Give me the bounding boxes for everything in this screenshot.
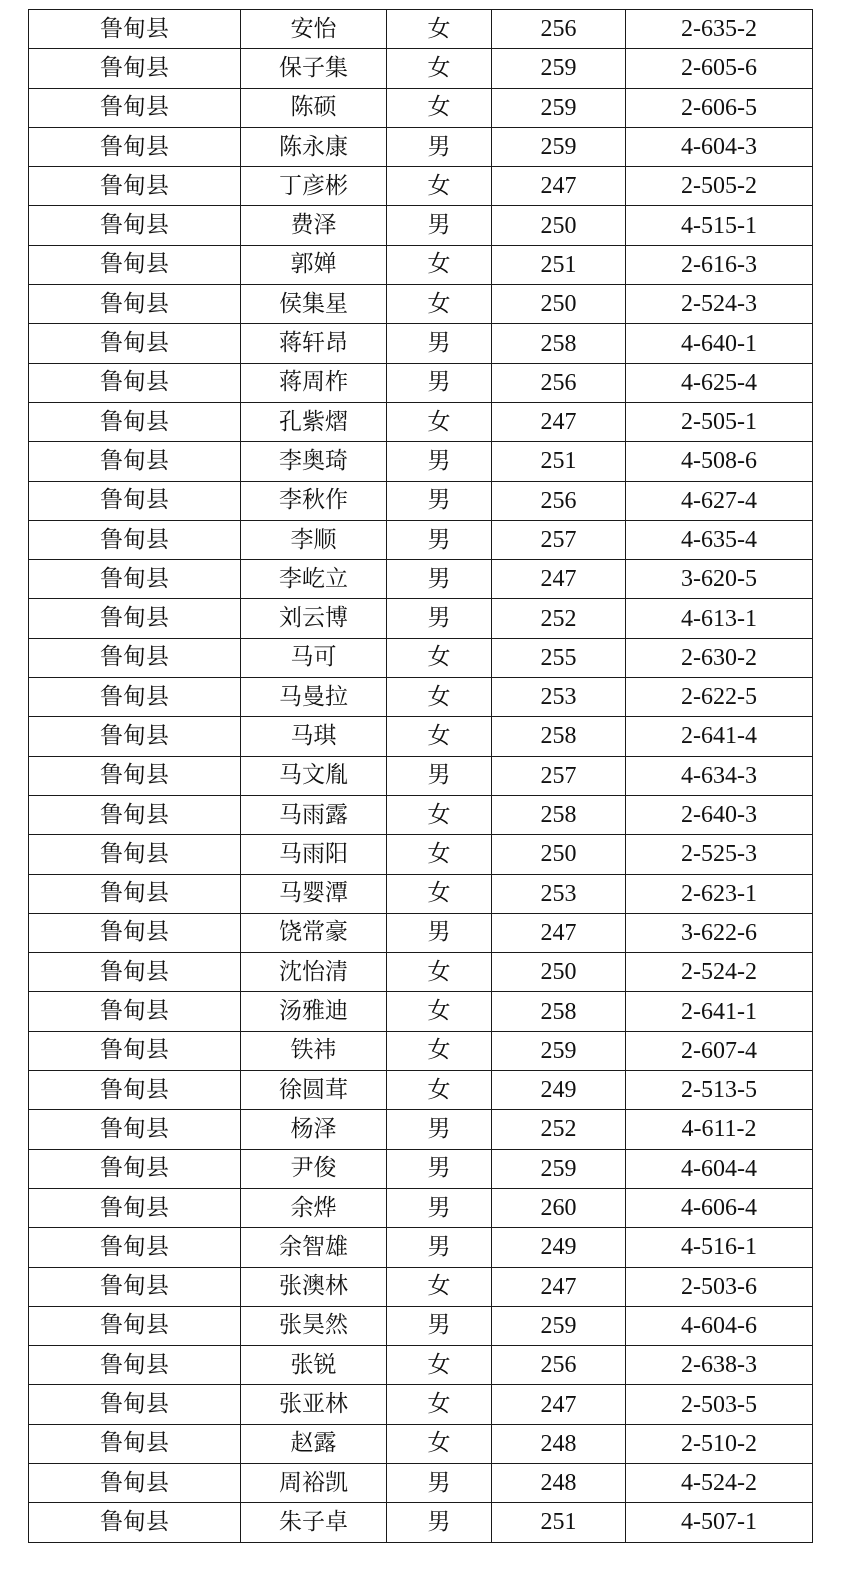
gender-cell: 男 [387,127,492,166]
county-cell: 鲁甸县 [29,1228,241,1267]
county-cell: 鲁甸县 [29,1071,241,1110]
code-cell: 2-503-6 [626,1267,813,1306]
code-cell: 4-611-2 [626,1110,813,1149]
code-cell: 2-524-3 [626,285,813,324]
score-cell: 250 [492,835,626,874]
table-row [29,992,813,1031]
county-cell: 鲁甸县 [29,560,241,599]
name-cell: 刘云博 [241,599,387,638]
score-cell: 256 [492,10,626,49]
name-cell: 李屹立 [241,560,387,599]
gender-cell: 女 [387,835,492,874]
name-cell: 徐圆茸 [241,1071,387,1110]
county-cell: 鲁甸县 [29,1463,241,1502]
table-row [29,874,813,913]
score-cell: 258 [492,795,626,834]
name-cell: 李奥琦 [241,442,387,481]
county-cell: 鲁甸县 [29,481,241,520]
score-cell: 249 [492,1071,626,1110]
code-cell: 2-524-2 [626,953,813,992]
name-cell: 丁彦彬 [241,167,387,206]
code-cell: 2-638-3 [626,1346,813,1385]
score-cell: 253 [492,678,626,717]
score-cell: 251 [492,1503,626,1542]
table-row [29,1463,813,1502]
name-cell: 张昊然 [241,1306,387,1345]
code-cell: 3-620-5 [626,560,813,599]
name-cell: 蒋轩昂 [241,324,387,363]
score-cell: 248 [492,1463,626,1502]
table-row [29,49,813,88]
name-cell: 马可 [241,638,387,677]
score-cell: 250 [492,285,626,324]
table-row [29,599,813,638]
county-cell: 鲁甸县 [29,127,241,166]
county-cell: 鲁甸县 [29,520,241,559]
score-cell: 247 [492,913,626,952]
score-cell: 256 [492,481,626,520]
score-cell: 259 [492,1306,626,1345]
code-cell: 4-613-1 [626,599,813,638]
gender-cell: 男 [387,1188,492,1227]
score-cell: 256 [492,1346,626,1385]
gender-cell: 女 [387,285,492,324]
score-cell: 247 [492,560,626,599]
score-cell: 252 [492,1110,626,1149]
name-cell: 朱子卓 [241,1503,387,1542]
table-row [29,913,813,952]
name-cell: 马文胤 [241,756,387,795]
table-row [29,1110,813,1149]
county-cell: 鲁甸县 [29,1503,241,1542]
table-row [29,1346,813,1385]
gender-cell: 女 [387,1071,492,1110]
name-cell: 郭婵 [241,245,387,284]
name-cell: 费泽 [241,206,387,245]
code-cell: 2-503-5 [626,1385,813,1424]
table-row [29,835,813,874]
county-cell: 鲁甸县 [29,913,241,952]
table-row [29,1071,813,1110]
name-cell: 保子集 [241,49,387,88]
county-cell: 鲁甸县 [29,1149,241,1188]
name-cell: 沈怡清 [241,953,387,992]
gender-cell: 女 [387,1031,492,1070]
code-cell: 2-607-4 [626,1031,813,1070]
county-cell: 鲁甸县 [29,206,241,245]
gender-cell: 女 [387,49,492,88]
gender-cell: 男 [387,363,492,402]
county-cell: 鲁甸县 [29,324,241,363]
table-row [29,1188,813,1227]
table-row [29,402,813,441]
county-cell: 鲁甸县 [29,1188,241,1227]
gender-cell: 男 [387,206,492,245]
gender-cell: 男 [387,1228,492,1267]
code-cell: 4-640-1 [626,324,813,363]
gender-cell: 男 [387,599,492,638]
score-cell: 259 [492,88,626,127]
table-row [29,795,813,834]
code-cell: 2-640-3 [626,795,813,834]
table-row [29,1149,813,1188]
table-row [29,442,813,481]
county-cell: 鲁甸县 [29,363,241,402]
gender-cell: 女 [387,1267,492,1306]
code-cell: 2-505-2 [626,167,813,206]
county-cell: 鲁甸县 [29,1424,241,1463]
table-row [29,1267,813,1306]
code-cell: 2-622-5 [626,678,813,717]
name-cell: 赵露 [241,1424,387,1463]
code-cell: 4-625-4 [626,363,813,402]
code-cell: 4-634-3 [626,756,813,795]
table-row [29,560,813,599]
gender-cell: 女 [387,678,492,717]
score-cell: 250 [492,206,626,245]
county-cell: 鲁甸县 [29,953,241,992]
county-cell: 鲁甸县 [29,717,241,756]
name-cell: 杨泽 [241,1110,387,1149]
table-row [29,756,813,795]
score-cell: 251 [492,245,626,284]
gender-cell: 男 [387,1463,492,1502]
gender-cell: 女 [387,874,492,913]
roster-table [28,9,813,1543]
code-cell: 2-641-1 [626,992,813,1031]
county-cell: 鲁甸县 [29,1385,241,1424]
gender-cell: 男 [387,913,492,952]
score-cell: 252 [492,599,626,638]
name-cell: 马琪 [241,717,387,756]
table-row [29,245,813,284]
code-cell: 2-510-2 [626,1424,813,1463]
table-row [29,1385,813,1424]
code-cell: 2-525-3 [626,835,813,874]
code-cell: 4-524-2 [626,1463,813,1502]
code-cell: 4-508-6 [626,442,813,481]
code-cell: 2-635-2 [626,10,813,49]
table-row [29,520,813,559]
score-cell: 256 [492,363,626,402]
table-row [29,1306,813,1345]
name-cell: 马曼拉 [241,678,387,717]
score-cell: 259 [492,1149,626,1188]
county-cell: 鲁甸县 [29,1346,241,1385]
county-cell: 鲁甸县 [29,285,241,324]
table-row [29,363,813,402]
gender-cell: 男 [387,560,492,599]
name-cell: 马雨阳 [241,835,387,874]
gender-cell: 女 [387,717,492,756]
gender-cell: 女 [387,402,492,441]
code-cell: 2-606-5 [626,88,813,127]
gender-cell: 女 [387,1346,492,1385]
name-cell: 饶常豪 [241,913,387,952]
gender-cell: 女 [387,1424,492,1463]
code-cell: 4-604-4 [626,1149,813,1188]
name-cell: 尹俊 [241,1149,387,1188]
name-cell: 陈永康 [241,127,387,166]
score-cell: 251 [492,442,626,481]
name-cell: 铁祎 [241,1031,387,1070]
name-cell: 张锐 [241,1346,387,1385]
score-cell: 259 [492,1031,626,1070]
name-cell: 陈硕 [241,88,387,127]
table-row [29,324,813,363]
score-cell: 250 [492,953,626,992]
table-row [29,285,813,324]
county-cell: 鲁甸县 [29,1306,241,1345]
gender-cell: 女 [387,638,492,677]
table-row [29,167,813,206]
roster-table-body [29,10,813,1543]
score-cell: 247 [492,1385,626,1424]
county-cell: 鲁甸县 [29,442,241,481]
table-row [29,88,813,127]
table-row [29,678,813,717]
name-cell: 孔紫熠 [241,402,387,441]
score-cell: 249 [492,1228,626,1267]
code-cell: 2-605-6 [626,49,813,88]
code-cell: 4-507-1 [626,1503,813,1542]
code-cell: 2-616-3 [626,245,813,284]
name-cell: 余智雄 [241,1228,387,1267]
table-row [29,10,813,49]
name-cell: 李顺 [241,520,387,559]
name-cell: 汤雅迪 [241,992,387,1031]
score-cell: 257 [492,520,626,559]
county-cell: 鲁甸县 [29,1110,241,1149]
county-cell: 鲁甸县 [29,756,241,795]
score-cell: 258 [492,717,626,756]
code-cell: 4-606-4 [626,1188,813,1227]
county-cell: 鲁甸县 [29,874,241,913]
gender-cell: 女 [387,88,492,127]
county-cell: 鲁甸县 [29,599,241,638]
county-cell: 鲁甸县 [29,795,241,834]
score-cell: 259 [492,127,626,166]
county-cell: 鲁甸县 [29,245,241,284]
name-cell: 安怡 [241,10,387,49]
table-row [29,206,813,245]
county-cell: 鲁甸县 [29,1031,241,1070]
name-cell: 周裕凯 [241,1463,387,1502]
gender-cell: 男 [387,1306,492,1345]
code-cell: 4-604-6 [626,1306,813,1345]
gender-cell: 男 [387,1503,492,1542]
gender-cell: 男 [387,756,492,795]
score-cell: 247 [492,1267,626,1306]
table-row [29,481,813,520]
gender-cell: 男 [387,1149,492,1188]
code-cell: 2-513-5 [626,1071,813,1110]
name-cell: 侯集星 [241,285,387,324]
county-cell: 鲁甸县 [29,992,241,1031]
gender-cell: 女 [387,953,492,992]
table-row [29,1503,813,1542]
gender-cell: 男 [387,481,492,520]
name-cell: 蒋周柞 [241,363,387,402]
gender-cell: 男 [387,1110,492,1149]
gender-cell: 女 [387,245,492,284]
table-row [29,638,813,677]
code-cell: 4-635-4 [626,520,813,559]
code-cell: 4-515-1 [626,206,813,245]
code-cell: 2-630-2 [626,638,813,677]
code-cell: 4-604-3 [626,127,813,166]
score-cell: 260 [492,1188,626,1227]
name-cell: 李秋作 [241,481,387,520]
county-cell: 鲁甸县 [29,835,241,874]
score-cell: 257 [492,756,626,795]
county-cell: 鲁甸县 [29,49,241,88]
table-row [29,1228,813,1267]
score-cell: 248 [492,1424,626,1463]
gender-cell: 女 [387,795,492,834]
name-cell: 张亚林 [241,1385,387,1424]
county-cell: 鲁甸县 [29,678,241,717]
table-row [29,717,813,756]
code-cell: 4-627-4 [626,481,813,520]
gender-cell: 女 [387,10,492,49]
score-cell: 247 [492,402,626,441]
county-cell: 鲁甸县 [29,402,241,441]
table-row [29,1031,813,1070]
county-cell: 鲁甸县 [29,10,241,49]
name-cell: 余烨 [241,1188,387,1227]
gender-cell: 男 [387,520,492,559]
name-cell: 马雨露 [241,795,387,834]
score-cell: 253 [492,874,626,913]
score-cell: 247 [492,167,626,206]
code-cell: 2-505-1 [626,402,813,441]
name-cell: 张澳林 [241,1267,387,1306]
score-cell: 259 [492,49,626,88]
county-cell: 鲁甸县 [29,167,241,206]
score-cell: 255 [492,638,626,677]
gender-cell: 男 [387,442,492,481]
gender-cell: 女 [387,992,492,1031]
code-cell: 2-623-1 [626,874,813,913]
score-cell: 258 [492,324,626,363]
gender-cell: 男 [387,324,492,363]
gender-cell: 女 [387,1385,492,1424]
score-cell: 258 [492,992,626,1031]
county-cell: 鲁甸县 [29,638,241,677]
county-cell: 鲁甸县 [29,88,241,127]
roster-sheet [28,9,812,1543]
county-cell: 鲁甸县 [29,1267,241,1306]
code-cell: 3-622-6 [626,913,813,952]
gender-cell: 女 [387,167,492,206]
table-row [29,1424,813,1463]
table-row [29,953,813,992]
name-cell: 马婴潭 [241,874,387,913]
code-cell: 4-516-1 [626,1228,813,1267]
table-row [29,127,813,166]
code-cell: 2-641-4 [626,717,813,756]
